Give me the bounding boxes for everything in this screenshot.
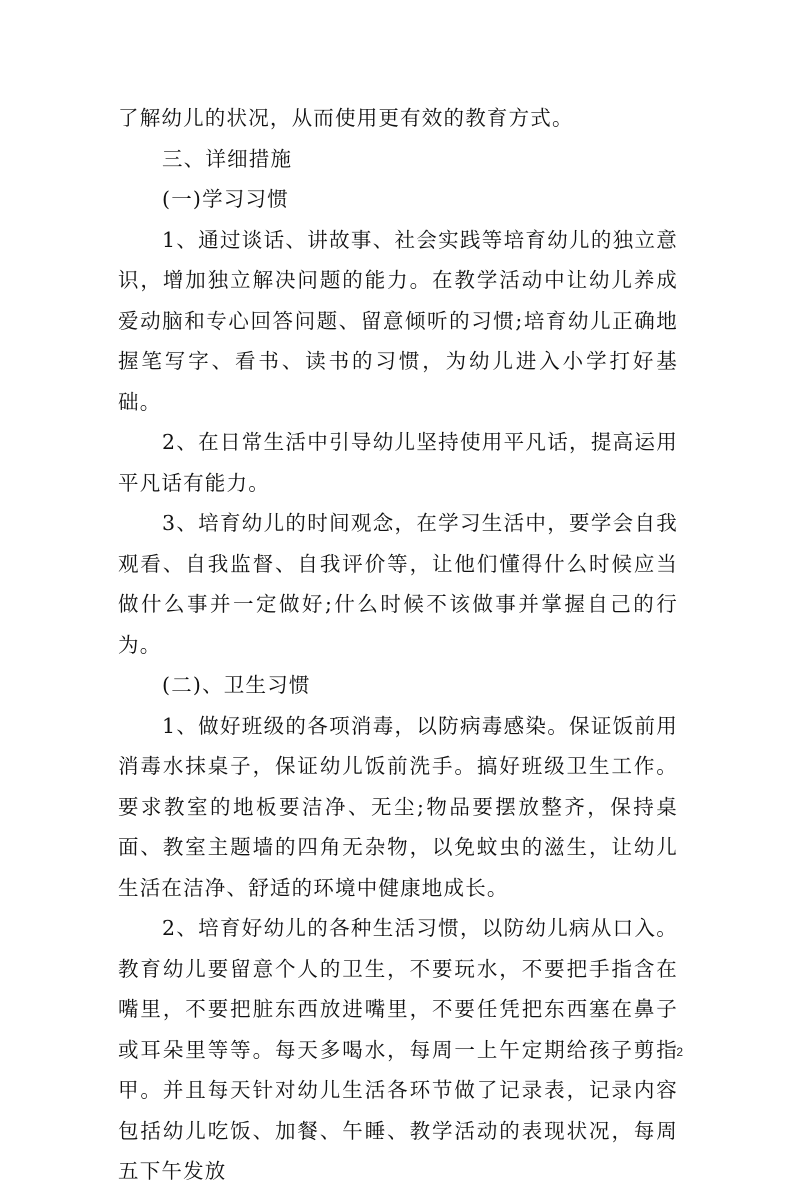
page-number: 2 — [676, 1045, 683, 1059]
paragraph-continuation: 了解幼儿的状况，从而使用更有效的教育方式。 — [118, 106, 574, 130]
paragraph-study-3: 3、培育幼儿的时间观念，在学习生活中，要学会自我观看、自我监督、自我评价等，让他们懂得什么时候应当做什么事并一定做好;什么时候不该做事并掌握自己的行为。 — [118, 511, 678, 657]
paragraph-hygiene-2: 2、培育好幼儿的各种生活习惯，以防幼儿病从口入。教育幼儿要留意个人的卫生，不要玩水，不要把手指含在嘴里，不要把脏东西放进嘴里，不要任凭把东西塞在鼻子或耳朵里等等。每天多喝水，每周一上午定期给孩子剪指甲。并且每天针对幼儿生活各环节做了记录表，记录内容包括幼儿吃饭、加餐、午睡、教学活动的表现状况，每周五下午发放 — [118, 916, 678, 1183]
document-body — [118, 98, 678, 1192]
section-heading-measures: 三、详细措施 — [162, 146, 293, 171]
subsection-heading-hygiene-habits: (二)、卫生习惯 — [162, 673, 311, 697]
paragraph-study-1: 1、通过谈话、讲故事、社会实践等培育幼儿的独立意识，增加独立解决问题的能力。在教学活动中让幼儿养成爱动脑和专心回答问题、留意倾听的习惯;培育幼儿正确地握笔写字、看书、读书的习惯，为幼儿进入小学打好基础。 — [118, 227, 678, 414]
subsection-heading-study-habits: (一)学习习惯 — [162, 187, 289, 211]
paragraph-study-2: 2、在日常生活中引导幼儿坚持使用平凡话，提高运用平凡话有能力。 — [118, 430, 678, 495]
paragraph-hygiene-1: 1、做好班级的各项消毒，以防病毒感染。保证饭前用消毒水抹桌子，保证幼儿饭前洗手。搞好班级卫生工作。要求教室的地板要洁净、无尘;物品要摆放整齐，保持桌面、教室主题墙的四角无杂物，以免蚊虫的滋生，让幼儿生活在洁净、舒适的环境中健康地成长。 — [118, 713, 678, 900]
